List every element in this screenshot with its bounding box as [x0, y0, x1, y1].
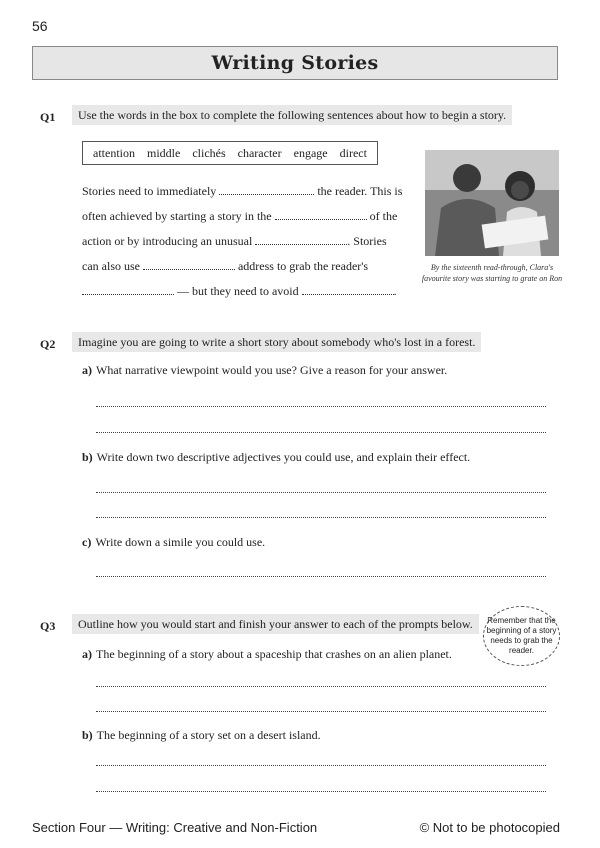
cloze-text: . — [393, 284, 397, 298]
question-number-q2: Q2 — [40, 337, 56, 351]
answer-line[interactable] — [96, 517, 546, 518]
title-bar — [32, 46, 558, 80]
subquestion-text: What narrative viewpoint would you use? Give a reason for your answer. — [96, 363, 448, 377]
answer-blank[interactable] — [302, 284, 394, 295]
cloze-text: the reader. This is — [314, 184, 403, 198]
question-number-q1: Q1 — [40, 110, 56, 124]
cloze-line-2 — [82, 209, 397, 224]
word-box-item: middle — [147, 145, 181, 160]
word-box-item: character — [237, 145, 282, 160]
word-box-item: clichés — [192, 145, 226, 160]
cloze-text: action or by introducing an unusual — [82, 234, 256, 248]
answer-blank[interactable] — [255, 234, 347, 245]
answer-blank[interactable] — [143, 259, 235, 270]
page-title: Writing Stories — [211, 52, 379, 74]
subquestion-q3a — [82, 647, 452, 662]
cloze-text: address to grab the reader's — [234, 259, 369, 273]
footer-section: Section Four — Writing: Creative and Non-Fiction — [32, 820, 318, 835]
cloze-line-5 — [82, 284, 397, 299]
subquestion-label: a) — [82, 647, 92, 661]
tip-stamp: Remember that the beginning of a story needs to grab the reader. — [483, 606, 560, 666]
question-number-q3: Q3 — [40, 619, 56, 633]
cloze-text: Stories need to immediately — [82, 184, 220, 198]
word-box — [82, 141, 378, 165]
cloze-line-1 — [82, 184, 402, 199]
subquestion-text: Write down two descriptive adjectives you could use, and explain their effect. — [96, 450, 471, 464]
answer-line[interactable] — [96, 765, 546, 766]
word-box-item: direct — [339, 145, 367, 160]
subquestion-label: b) — [82, 728, 93, 742]
answer-line[interactable] — [96, 576, 546, 577]
subquestion-label: a) — [82, 363, 92, 377]
subquestion-q3b — [82, 728, 321, 743]
photo-caption: By the sixteenth read-through, Clara's favourite story was starting to grate on Ron — [421, 263, 563, 283]
cloze-text: can also use — [82, 259, 143, 273]
question-prompt-q2: Imagine you are going to write a short story about somebody who's lost in a forest. — [72, 332, 481, 352]
subquestion-q2c — [82, 535, 265, 550]
answer-line[interactable] — [96, 406, 546, 407]
footer-copyright: © Not to be photocopied — [419, 820, 560, 835]
subquestion-label: b) — [82, 450, 93, 464]
answer-blank[interactable] — [275, 209, 367, 220]
answer-line[interactable] — [96, 686, 546, 687]
subquestion-text: Write down a simile you could use. — [95, 535, 266, 549]
cloze-text: . Stories — [347, 234, 387, 248]
cloze-line-4 — [82, 259, 368, 274]
word-box-item: attention — [93, 145, 135, 160]
answer-line[interactable] — [96, 791, 546, 792]
subquestion-text: The beginning of a story set on a desert island. — [96, 728, 321, 742]
cloze-text: of the — [366, 209, 398, 223]
question-prompt-q1: Use the words in the box to complete the following sentences about how to begin a story. — [72, 105, 512, 125]
cloze-text: often achieved by starting a story in the — [82, 209, 275, 223]
subquestion-q2b — [82, 450, 470, 465]
cloze-line-3 — [82, 234, 387, 249]
answer-blank[interactable] — [82, 284, 174, 295]
subquestion-q2a — [82, 363, 447, 378]
subquestion-text: The beginning of a story about a spaceship that crashes on an alien planet. — [96, 647, 452, 661]
answer-line[interactable] — [96, 492, 546, 493]
page-number: 56 — [32, 18, 48, 34]
photo-illustration — [425, 150, 559, 256]
question-prompt-q3: Outline how you would start and finish your answer to each of the prompts below. — [72, 614, 479, 634]
answer-line[interactable] — [96, 432, 546, 433]
subquestion-label: c) — [82, 535, 92, 549]
photo-image — [425, 150, 559, 256]
cloze-text: — but they need to avoid — [174, 284, 302, 298]
word-box-item: engage — [293, 145, 328, 160]
answer-line[interactable] — [96, 711, 546, 712]
answer-blank[interactable] — [219, 184, 314, 195]
